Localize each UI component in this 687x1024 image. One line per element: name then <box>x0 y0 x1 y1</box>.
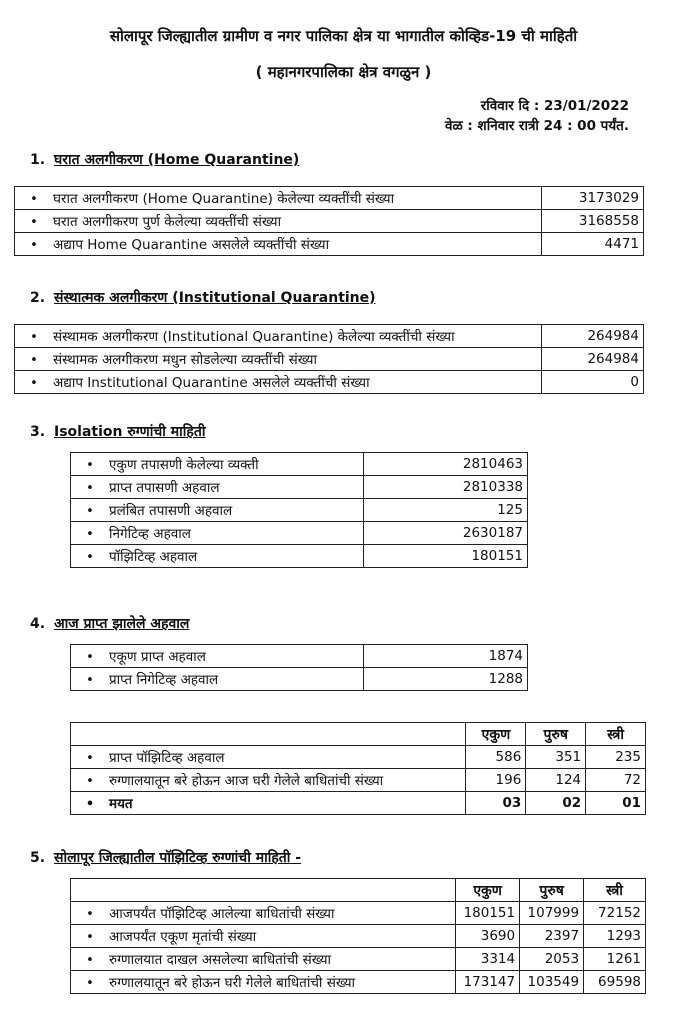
row-value: 2630187 <box>364 522 528 545</box>
section-number: 5. <box>30 850 46 866</box>
row-value: 264984 <box>542 348 644 371</box>
table-row <box>15 187 644 210</box>
row-label: रुग्णालयातून बरे होऊन घरी गेलेले बाधितांची संख्या <box>109 975 356 991</box>
row-value: 3168558 <box>542 210 644 233</box>
row-value: 180151 <box>364 545 528 568</box>
row-total: 03 <box>466 792 526 815</box>
bullet-icon: • <box>30 215 38 230</box>
row-value: 2810463 <box>364 453 528 476</box>
table-row <box>71 902 646 925</box>
row-total: 3690 <box>456 925 520 948</box>
row-male: 103549 <box>520 971 584 994</box>
report-date: रविवार दि : 23/01/2022 <box>480 98 629 114</box>
row-label: रुग्णालयातून बरे होऊन आज घरी गेलेले बाधितांची संख्या <box>109 773 384 789</box>
bullet-icon: • <box>86 774 94 789</box>
institutional-quarantine-table <box>14 324 644 394</box>
page-title: सोलापूर जिल्ह्यातील ग्रामीण व नगर पालिका क्षेत्र या भागातील कोव्हिड-19 ची माहिती <box>109 27 578 45</box>
bullet-icon: • <box>86 751 94 766</box>
row-female: 72152 <box>584 902 646 925</box>
row-male: 02 <box>526 792 586 815</box>
row-female: 235 <box>586 746 646 769</box>
table-row <box>15 210 644 233</box>
bullet-icon: • <box>30 192 38 207</box>
table-row <box>15 233 644 256</box>
bullet-icon: • <box>86 504 94 519</box>
table-row <box>71 453 528 476</box>
table-row <box>71 746 646 769</box>
table-row <box>15 325 644 348</box>
row-label: संस्थामक अलगीकरण मधुन सोडलेल्या व्यक्तींची संख्या <box>53 352 317 368</box>
bullet-icon: • <box>86 953 94 968</box>
row-label: प्राप्त निगेटिव्ह अहवाल <box>109 672 219 688</box>
bullet-icon: • <box>30 376 38 391</box>
bullet-icon: • <box>86 458 94 473</box>
bullet-icon: • <box>30 238 38 253</box>
bullet-icon: • <box>86 930 94 945</box>
row-value: 264984 <box>542 325 644 348</box>
section-4-heading <box>30 614 189 633</box>
row-female: 72 <box>586 769 646 792</box>
table-row <box>15 348 644 371</box>
row-value: 1288 <box>364 668 528 691</box>
row-male: 2397 <box>520 925 584 948</box>
row-label: पॉझिटिव्ह अहवाल <box>109 549 198 565</box>
row-label: रुग्णालयात दाखल असलेल्या बाधितांची संख्या <box>109 952 332 968</box>
header-total: एकुण <box>466 723 526 746</box>
row-label: संस्थामक अलगीकरण (Institutional Quarantine) केलेल्या व्यक्तींची संख्या <box>53 329 455 345</box>
section-1-heading <box>30 150 299 169</box>
bullet-icon: • <box>30 353 38 368</box>
row-label: एकूण प्राप्त अहवाल <box>109 649 206 665</box>
row-label: एकुण तपासणी केलेल्या व्यक्ती <box>109 457 259 473</box>
section-number: 2. <box>30 290 46 306</box>
section-title: सोलापूर जिल्ह्यातील पॉझिटिव्ह रुग्णांची माहिती <box>54 850 291 866</box>
table-row <box>71 476 528 499</box>
table-row <box>15 371 644 394</box>
home-quarantine-table <box>14 186 644 256</box>
row-total: 180151 <box>456 902 520 925</box>
bullet-icon: • <box>30 330 38 345</box>
bullet-icon: • <box>86 650 94 665</box>
header-male: पुरुष <box>520 879 584 902</box>
row-label: प्रलंबित तपासणी अहवाल <box>109 503 233 519</box>
row-label: अद्याप Institutional Quarantine असलेले व्यक्तींची संख्या <box>53 375 370 391</box>
isolation-table <box>70 452 528 568</box>
section-title: Isolation रुग्णांची माहिती <box>54 424 206 440</box>
section-title: संस्थात्मक अलगीकरण (Institutional Quarantine) <box>54 290 376 306</box>
row-label: निगेटिव्ह अहवाल <box>109 526 191 542</box>
page-subtitle: ( महानगरपालिका क्षेत्र वगळुन ) <box>255 63 432 81</box>
row-male: 351 <box>526 746 586 769</box>
table-row <box>71 668 528 691</box>
row-label: आजपर्यंत एकूण मृतांची संख्या <box>109 929 257 945</box>
section-number: 1. <box>30 152 46 168</box>
row-female: 69598 <box>584 971 646 994</box>
table-row <box>71 522 528 545</box>
table-row <box>71 645 528 668</box>
table-row <box>71 769 646 792</box>
header-female: स्त्री <box>586 723 646 746</box>
section-2-heading <box>30 288 376 307</box>
section-number: 4. <box>30 616 46 632</box>
bullet-icon: • <box>85 797 95 812</box>
table-row <box>71 971 646 994</box>
bullet-icon: • <box>86 481 94 496</box>
row-value: 3173029 <box>542 187 644 210</box>
row-value: 1874 <box>364 645 528 668</box>
today-reports-table <box>70 644 528 691</box>
bullet-icon: • <box>86 550 94 565</box>
table-header-row <box>71 723 646 746</box>
section-3-heading <box>30 422 205 441</box>
section-5-heading <box>30 848 301 867</box>
header-total: एकुण <box>456 879 520 902</box>
table-row <box>71 925 646 948</box>
today-positive-split-table <box>70 722 646 815</box>
row-value: 2810338 <box>364 476 528 499</box>
table-row <box>71 948 646 971</box>
header-female: स्त्री <box>584 879 646 902</box>
row-total: 586 <box>466 746 526 769</box>
row-value: 0 <box>542 371 644 394</box>
section-number: 3. <box>30 424 46 440</box>
report-time: वेळ : शनिवार रात्री 24 : 00 पर्यंत. <box>444 118 629 134</box>
row-label: मयत <box>109 796 133 812</box>
table-row <box>71 545 528 568</box>
row-total: 173147 <box>456 971 520 994</box>
table-header-row <box>71 879 646 902</box>
row-total: 3314 <box>456 948 520 971</box>
bullet-icon: • <box>86 976 94 991</box>
bullet-icon: • <box>86 673 94 688</box>
row-female: 01 <box>586 792 646 815</box>
bullet-icon: • <box>86 527 94 542</box>
row-label: घरात अलगीकरण (Home Quarantine) केलेल्या व्यक्तींची संख्या <box>53 191 395 207</box>
table-row <box>71 499 528 522</box>
header-male: पुरुष <box>526 723 586 746</box>
row-label: प्राप्त पॉझिटिव्ह अहवाल <box>109 750 225 766</box>
row-female: 1261 <box>584 948 646 971</box>
row-male: 107999 <box>520 902 584 925</box>
bullet-icon: • <box>86 907 94 922</box>
row-male: 124 <box>526 769 586 792</box>
row-label: प्राप्त तपासणी अहवाल <box>109 480 220 496</box>
section-title-suffix: - <box>290 850 302 866</box>
row-label: अद्याप Home Quarantine असलेले व्यक्तींची संख्या <box>53 237 330 253</box>
row-total: 196 <box>466 769 526 792</box>
row-female: 1293 <box>584 925 646 948</box>
row-value: 125 <box>364 499 528 522</box>
positive-patients-table <box>70 878 646 994</box>
row-male: 2053 <box>520 948 584 971</box>
section-title: घरात अलगीकरण (Home Quarantine) <box>54 152 300 168</box>
section-title: आज प्राप्त झालेले अहवाल <box>54 616 190 632</box>
row-label: आजपर्यंत पॉझिटिव्ह आलेल्या बाधितांची संख्या <box>109 906 335 922</box>
table-row <box>71 792 646 815</box>
row-label: घरात अलगीकरण पुर्ण केलेल्या व्यक्तींची संख्या <box>53 214 282 230</box>
row-value: 4471 <box>542 233 644 256</box>
